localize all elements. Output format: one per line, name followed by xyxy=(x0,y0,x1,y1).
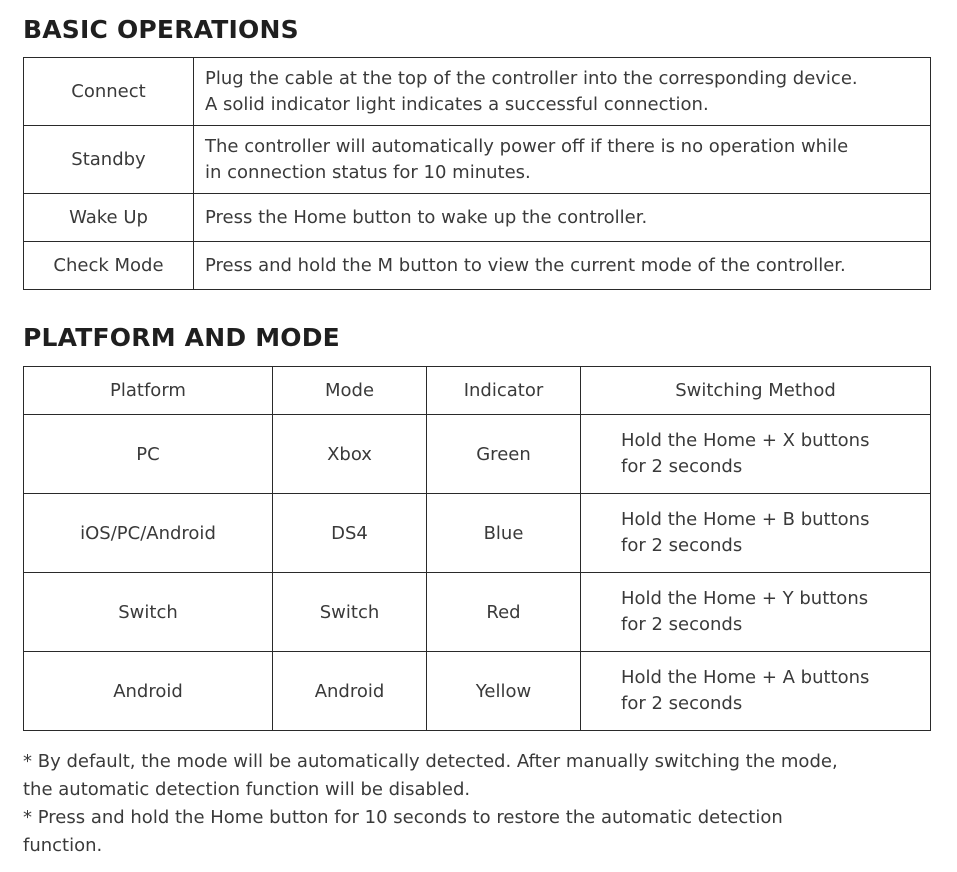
platform-mode-table xyxy=(23,366,931,731)
table-row xyxy=(24,126,931,194)
basic-operations-table xyxy=(23,57,931,290)
description-line: in connection status for 10 minutes. xyxy=(205,161,531,183)
column-header-switching-method: Switching Method xyxy=(581,367,931,415)
table-row xyxy=(24,58,931,126)
operation-label: Check Mode xyxy=(24,242,194,290)
description-line: Press and hold the M button to view the current mode of the controller. xyxy=(205,254,846,276)
platform-cell: Switch xyxy=(24,573,273,652)
description-line: Press the Home button to wake up the controller. xyxy=(205,206,648,228)
footnote-line: the automatic detection function will be disabled. xyxy=(23,779,471,800)
platform-cell: iOS/PC/Android xyxy=(24,494,273,573)
footnote xyxy=(23,804,938,860)
footnote-line: * Press and hold the Home button for 10 seconds to restore the automatic detection xyxy=(23,807,783,828)
mode-cell: DS4 xyxy=(273,494,427,573)
operation-label: Connect xyxy=(24,58,194,126)
table-row xyxy=(24,242,931,290)
footnotes xyxy=(23,748,938,860)
indicator-cell: Green xyxy=(427,415,581,494)
description-line: Plug the cable at the top of the controller into the corresponding device. xyxy=(205,67,858,89)
description-line: A solid indicator light indicates a successful connection. xyxy=(205,93,709,115)
operation-description xyxy=(194,242,931,290)
indicator-cell: Blue xyxy=(427,494,581,573)
footnote xyxy=(23,748,938,804)
table-row xyxy=(24,194,931,242)
method-line: Hold the Home + Y buttons xyxy=(621,588,869,609)
platform-cell: Android xyxy=(24,652,273,731)
method-line: for 2 seconds xyxy=(621,614,743,635)
platform-cell: PC xyxy=(24,415,273,494)
method-line: Hold the Home + A buttons xyxy=(621,667,870,688)
mode-cell: Xbox xyxy=(273,415,427,494)
basic-operations-title: BASIC OPERATIONS xyxy=(23,15,299,44)
footnote-line: function. xyxy=(23,835,103,856)
platform-and-mode-title: PLATFORM AND MODE xyxy=(23,323,340,352)
description-line: The controller will automatically power off if there is no operation while xyxy=(205,135,849,157)
method-line: Hold the Home + X buttons xyxy=(621,430,870,451)
operation-description xyxy=(194,126,931,194)
operation-label: Standby xyxy=(24,126,194,194)
table-row xyxy=(24,652,931,731)
column-header-platform: Platform xyxy=(24,367,273,415)
mode-cell: Android xyxy=(273,652,427,731)
column-header-indicator: Indicator xyxy=(427,367,581,415)
method-line: Hold the Home + B buttons xyxy=(621,509,870,530)
column-header-mode: Mode xyxy=(273,367,427,415)
operation-description xyxy=(194,58,931,126)
operation-label: Wake Up xyxy=(24,194,194,242)
method-line: for 2 seconds xyxy=(621,693,743,714)
table-row xyxy=(24,415,931,494)
operation-description xyxy=(194,194,931,242)
mode-cell: Switch xyxy=(273,573,427,652)
switching-method-cell xyxy=(581,415,931,494)
switching-method-cell xyxy=(581,573,931,652)
method-line: for 2 seconds xyxy=(621,456,743,477)
method-line: for 2 seconds xyxy=(621,535,743,556)
table-row xyxy=(24,494,931,573)
footnote-line: * By default, the mode will be automatically detected. After manually switching the mode, xyxy=(23,751,838,772)
indicator-cell: Red xyxy=(427,573,581,652)
indicator-cell: Yellow xyxy=(427,652,581,731)
table-row xyxy=(24,573,931,652)
switching-method-cell xyxy=(581,652,931,731)
table-header-row xyxy=(24,367,931,415)
switching-method-cell xyxy=(581,494,931,573)
